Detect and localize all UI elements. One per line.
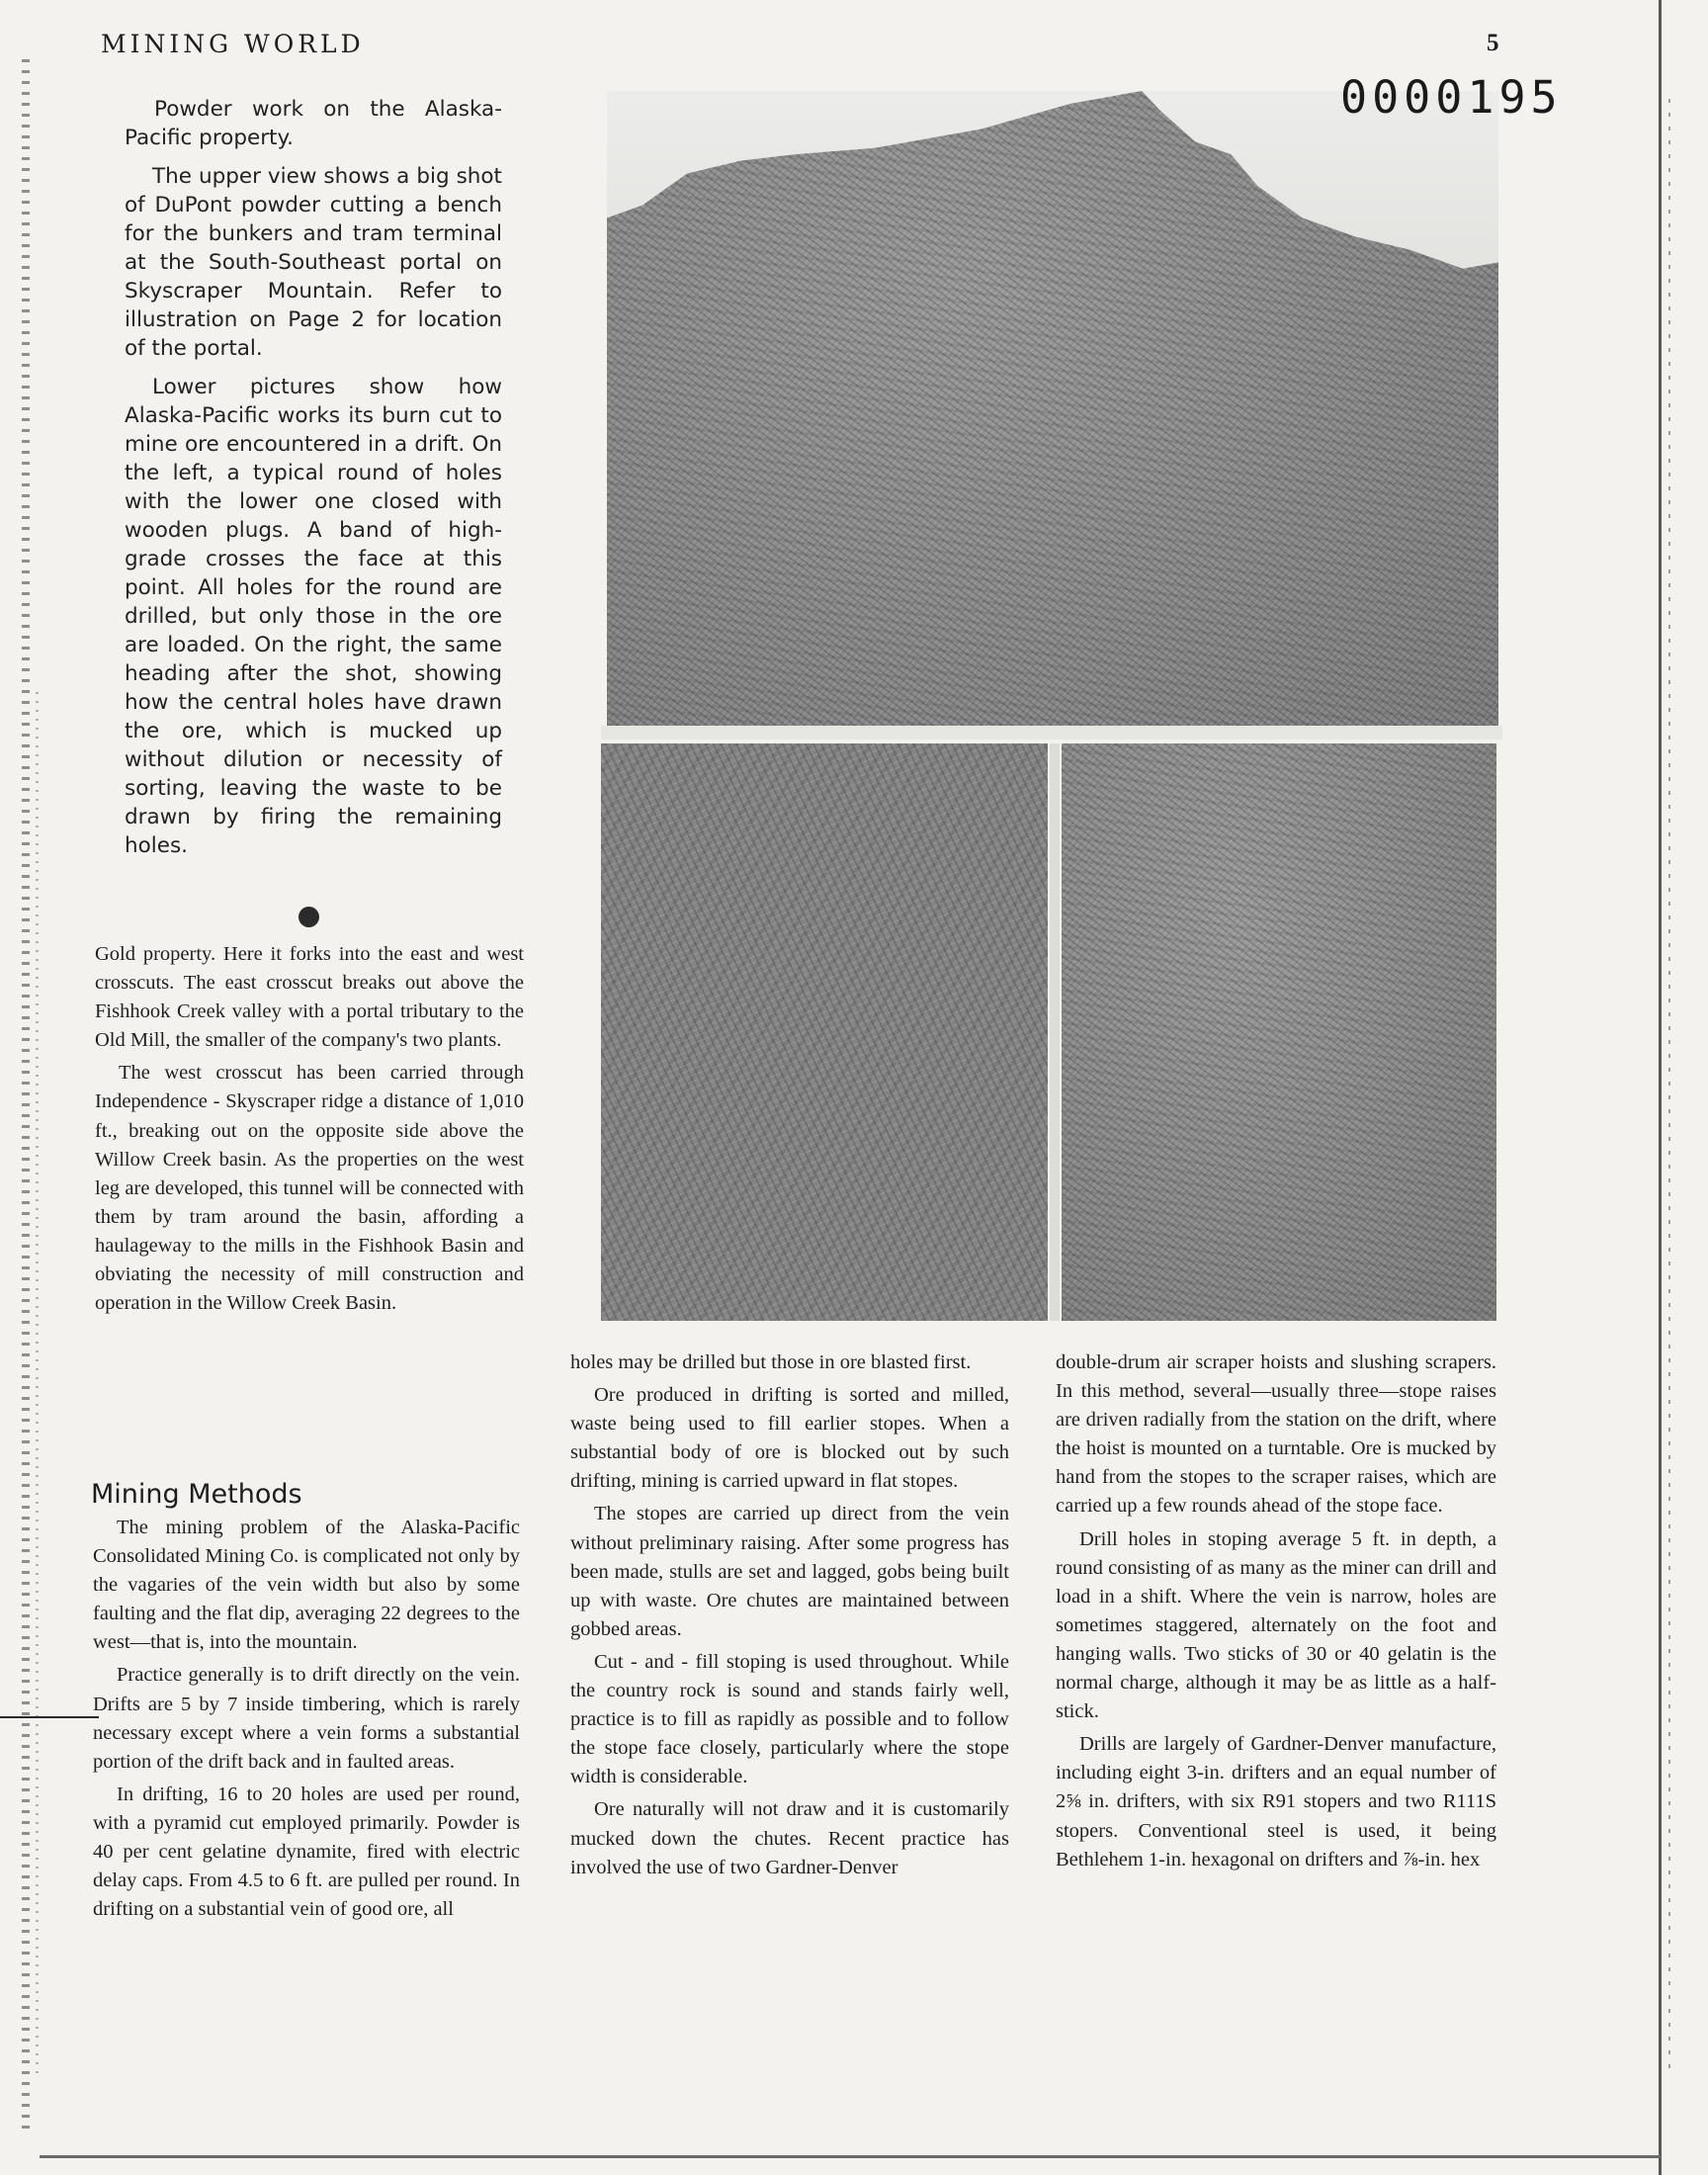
bullet-dot-icon: [299, 907, 319, 927]
column-1-bottom: [93, 1514, 520, 1928]
body-paragraph: Practice generally is to drift directly on the vein. Drifts are 5 by 7 inside timbering, which is rarely necessary except where a vein forms a substantial portion of the drift back and in faulted areas.: [93, 1664, 520, 1773]
body-paragraph: Gold property. Here it forks into the east and west crosscuts. The east crosscut breaks out above the Fishhook Creek valley with a portal tributary to the Old Mill, the smaller of the company's two plants.: [95, 943, 524, 1052]
caption-paragraph: Lower pictures show how Alaska-Pacific works its burn cut to mine ore encountered in a drift. On the left, a typical round of holes with the lower one closed with wooden plugs. A band of high-grade crosses the face at this point. All holes for the round are drilled, but only those in the ore are loaded. On the right, the same heading after the shot, showing how the central holes have drawn the ore, which is mucked up without dilution or necessity of sorting, leaving the waste to be drawn by firing the remaining holes.: [125, 375, 502, 858]
body-paragraph: Cut - and - fill stoping is used throughout. While the country rock is sound and stands fairly well, practice is to fill as rapidly as possible and to follow the stope face closely, particularly where the stope width is considerable.: [570, 1650, 1009, 1788]
drift-face-after-photo: [1062, 743, 1496, 1321]
column-2: [570, 1348, 1009, 1886]
scan-edge-left-inner: [36, 692, 39, 2076]
body-paragraph: double-drum air scraper hoists and slushing scrapers. In this method, several—usually three—stope raises are driven radially from the station on the drift, where the hoist is mounted on a turntable. Ore is mucked by hand from the stopes to the scraper raises, which are carried up a few rounds ahead of the stope face.: [1056, 1351, 1496, 1518]
scan-edge-bottom: [40, 2155, 1661, 2158]
scan-edge-right-inner: [1668, 99, 1670, 2076]
body-paragraph: holes may be drilled but those in ore blasted first.: [570, 1351, 972, 1373]
caption-paragraph: Powder work on the Alaska-Pacific property.: [125, 97, 502, 150]
body-paragraph: Ore naturally will not draw and it is customarily mucked down the chutes. Recent practice has involved the use of two Gardner-Denver: [570, 1798, 1009, 1878]
scan-edge-left: [22, 59, 30, 2135]
caption-paragraph: The upper view shows a big shot of DuPont powder cutting a bench for the bunkers and tram terminal at the South-Southeast portal on Skyscraper Mountain. Refer to illustration on Page 2 for location of the portal.: [125, 164, 502, 361]
column-3: [1056, 1348, 1496, 1878]
mountain-blast-photo: [607, 91, 1498, 726]
scan-edge-right: [1659, 0, 1662, 2175]
cut-mark: [0, 1716, 99, 1718]
body-paragraph: The stopes are carried up direct from the vein without preliminary raising. After some progress has been made, stulls are set and lagged, gobs being built up with waste. Ore chutes are maintained between gobbed areas.: [570, 1503, 1009, 1640]
page-number: 5: [1487, 30, 1499, 56]
publication-title: MINING WORLD: [101, 30, 365, 58]
photo-divider: [601, 726, 1502, 740]
body-paragraph: The west crosscut has been carried through Independence - Skyscraper ridge a distance of 1,010 ft., breaking out on the opposite side above the Willow Creek basin. As the properties on the west leg are developed, this tunnel will be connected with them by tram around the basin, affording a haulageway to the mills in the Fishhook Basin and obviating the necessity of mill construction and operation in the Willow Creek Basin.: [95, 1062, 524, 1315]
photo-caption: [125, 95, 502, 870]
column-1-top: [95, 940, 524, 1322]
body-paragraph: Drill holes in stoping average 5 ft. in depth, a round consisting of as many as the miner can drill and load in a shift. Where the vein is narrow, holes are sometimes staggered, alternately on the foot and hanging walls. Two sticks of 30 or 40 gelatin is the normal charge, although it may be as little as a half-stick.: [1056, 1527, 1496, 1723]
body-paragraph: Ore produced in drifting is sorted and milled, waste being used to fill earlier stopes. When a substantial body of ore is blocked out by such drifting, mining is carried upward in flat stopes.: [570, 1384, 1009, 1493]
document-stamp: 0000195: [1340, 71, 1563, 124]
section-heading: Mining Methods: [91, 1479, 302, 1510]
body-paragraph: The mining problem of the Alaska-Pacific Consolidated Mining Co. is complicated not only by the vagaries of the vein width but also by some faulting and the flat dip, averaging 22 degrees to the west—that is, into the mountain.: [93, 1517, 520, 1654]
body-paragraph: Drills are largely of Gardner-Denver manufacture, including eight 3-in. drifters and an equal number of 2⅝ in. drifters, with six R91 stopers and two R111S stopers. Conventional steel is used, it being Bethlehem 1-in. hexagonal on drifters and ⅞-in. hex: [1056, 1733, 1496, 1870]
body-paragraph: In drifting, 16 to 20 holes are used per round, with a pyramid cut employed primarily. Powder is 40 per cent gelatine dynamite, fired with electric delay caps. From 4.5 to 6 ft. are pulled per round. In drifting on a substantial vein of good ore, all: [93, 1783, 520, 1921]
drift-face-before-photo: [601, 743, 1048, 1321]
photo-divider: [1050, 743, 1060, 1321]
